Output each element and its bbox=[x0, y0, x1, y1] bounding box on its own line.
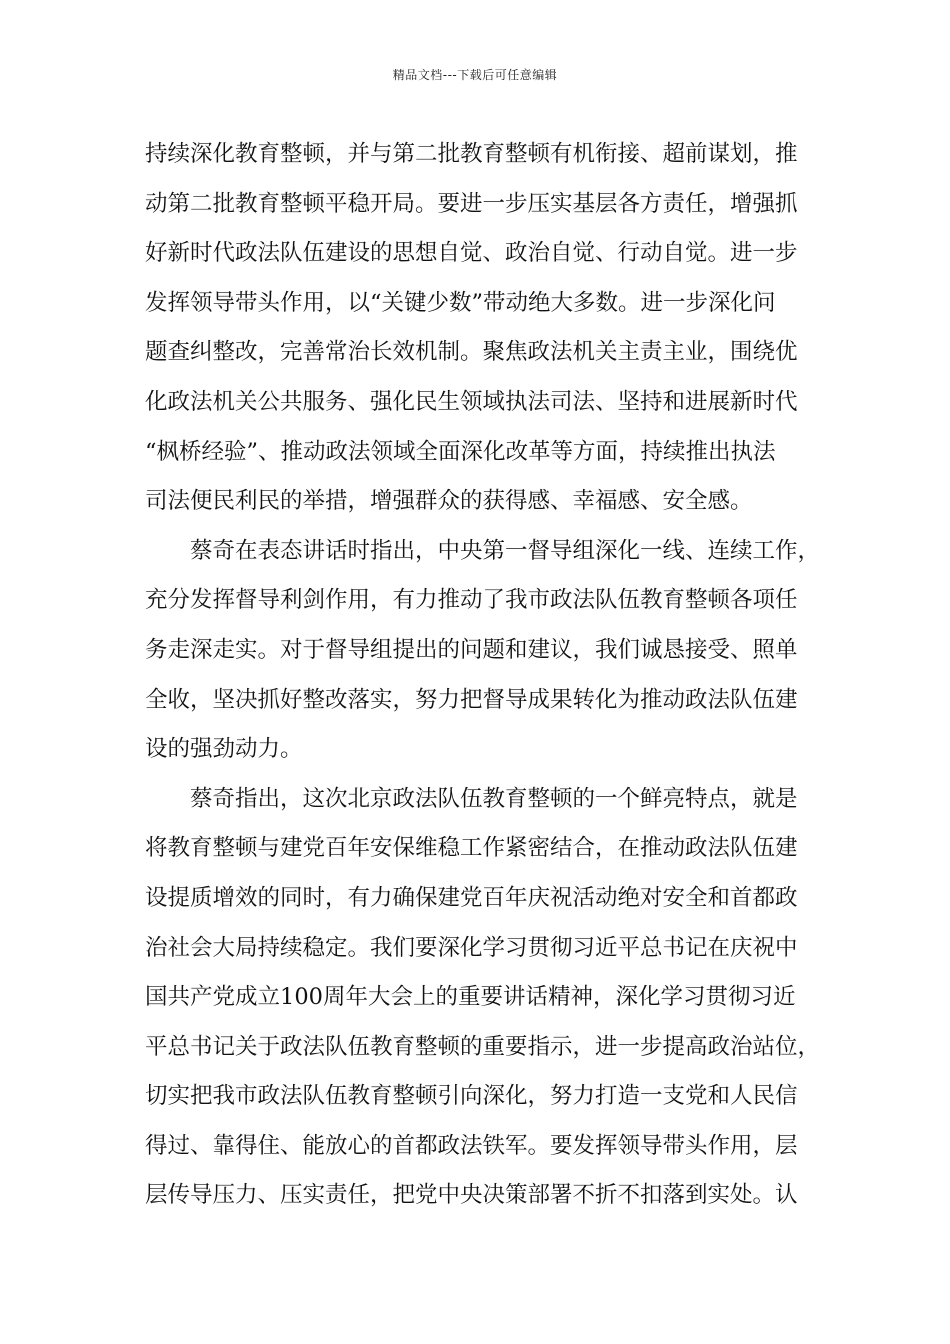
text-line: 蔡奇在表态讲话时指出，中央第一督导组深化一线、连续工作， bbox=[190, 537, 821, 564]
text-line: 发挥领导带头作用，以“关键少数”带动绝大多数。进一步深化问 bbox=[145, 289, 776, 316]
text-line: 好新时代政法队伍建设的思想自觉、政治自觉、行动自觉。进一步 bbox=[145, 240, 798, 267]
text-line: 化政法机关公共服务、强化民生领域执法司法、坚持和进展新时代 bbox=[145, 388, 798, 415]
paragraph-2 bbox=[145, 527, 821, 775]
text-line: 题查纠整改，完善常治长效机制。聚焦政法机关主责主业，围绕优 bbox=[145, 339, 798, 366]
text-line: 司法便民利民的举措，增强群众的获得感、幸福感、安全感。 bbox=[145, 488, 753, 515]
text-line: 务走深走实。对于督导组提出的问题和建议，我们诚恳接受、照单 bbox=[145, 636, 798, 663]
text-line: 全收，坚决抓好整改落实，努力把督导成果转化为推动政法队伍建 bbox=[145, 686, 798, 713]
text-line: 国共产党成立100周年大会上的重要讲话精神，深化学习贯彻习近 bbox=[145, 984, 796, 1011]
text-line: 动第二批教育整顿平稳开局。要进一步压实基层各方责任，增强抓 bbox=[145, 190, 798, 217]
page-header: 精品文档---下载后可任意编辑 bbox=[392, 68, 558, 82]
text-line: 将教育整顿与建党百年安保维稳工作紧密结合，在推动政法队伍建 bbox=[145, 835, 798, 862]
paragraph-3 bbox=[145, 775, 821, 1221]
text-line: 治社会大局持续稳定。我们要深化学习贯彻习近平总书记在庆祝中 bbox=[145, 934, 798, 961]
paragraph-1 bbox=[145, 130, 810, 527]
document-body bbox=[145, 130, 821, 1221]
text-line: “枫桥经验”、推动政法领域全面深化改革等方面，持续推出执法 bbox=[145, 438, 776, 465]
text-line: 持续深化教育整顿，并与第二批教育整顿有机衔接、超前谋划，推 bbox=[145, 141, 798, 167]
text-line: 充分发挥督导利剑作用，有力推动了我市政法队伍教育整顿各项任 bbox=[145, 587, 798, 614]
text-line: 蔡奇指出，这次北京政法队伍教育整顿的一个鲜亮特点，就是 bbox=[190, 785, 798, 812]
text-line: 切实把我市政法队伍教育整顿引向深化，努力打造一支党和人民信 bbox=[145, 1083, 798, 1110]
text-line: 层传导压力、压实责任，把党中央决策部署不折不扣落到实处。认 bbox=[145, 1182, 798, 1209]
text-line: 设的强劲动力。 bbox=[145, 736, 303, 763]
text-line: 设提质增效的同时，有力确保建党百年庆祝活动绝对安全和首都政 bbox=[145, 884, 798, 911]
text-line: 得过、靠得住、能放心的首都政法铁军。要发挥领导带头作用，层 bbox=[145, 1132, 798, 1159]
text-line: 平总书记关于政法队伍教育整顿的重要指示，进一步提高政治站位， bbox=[145, 1033, 821, 1060]
